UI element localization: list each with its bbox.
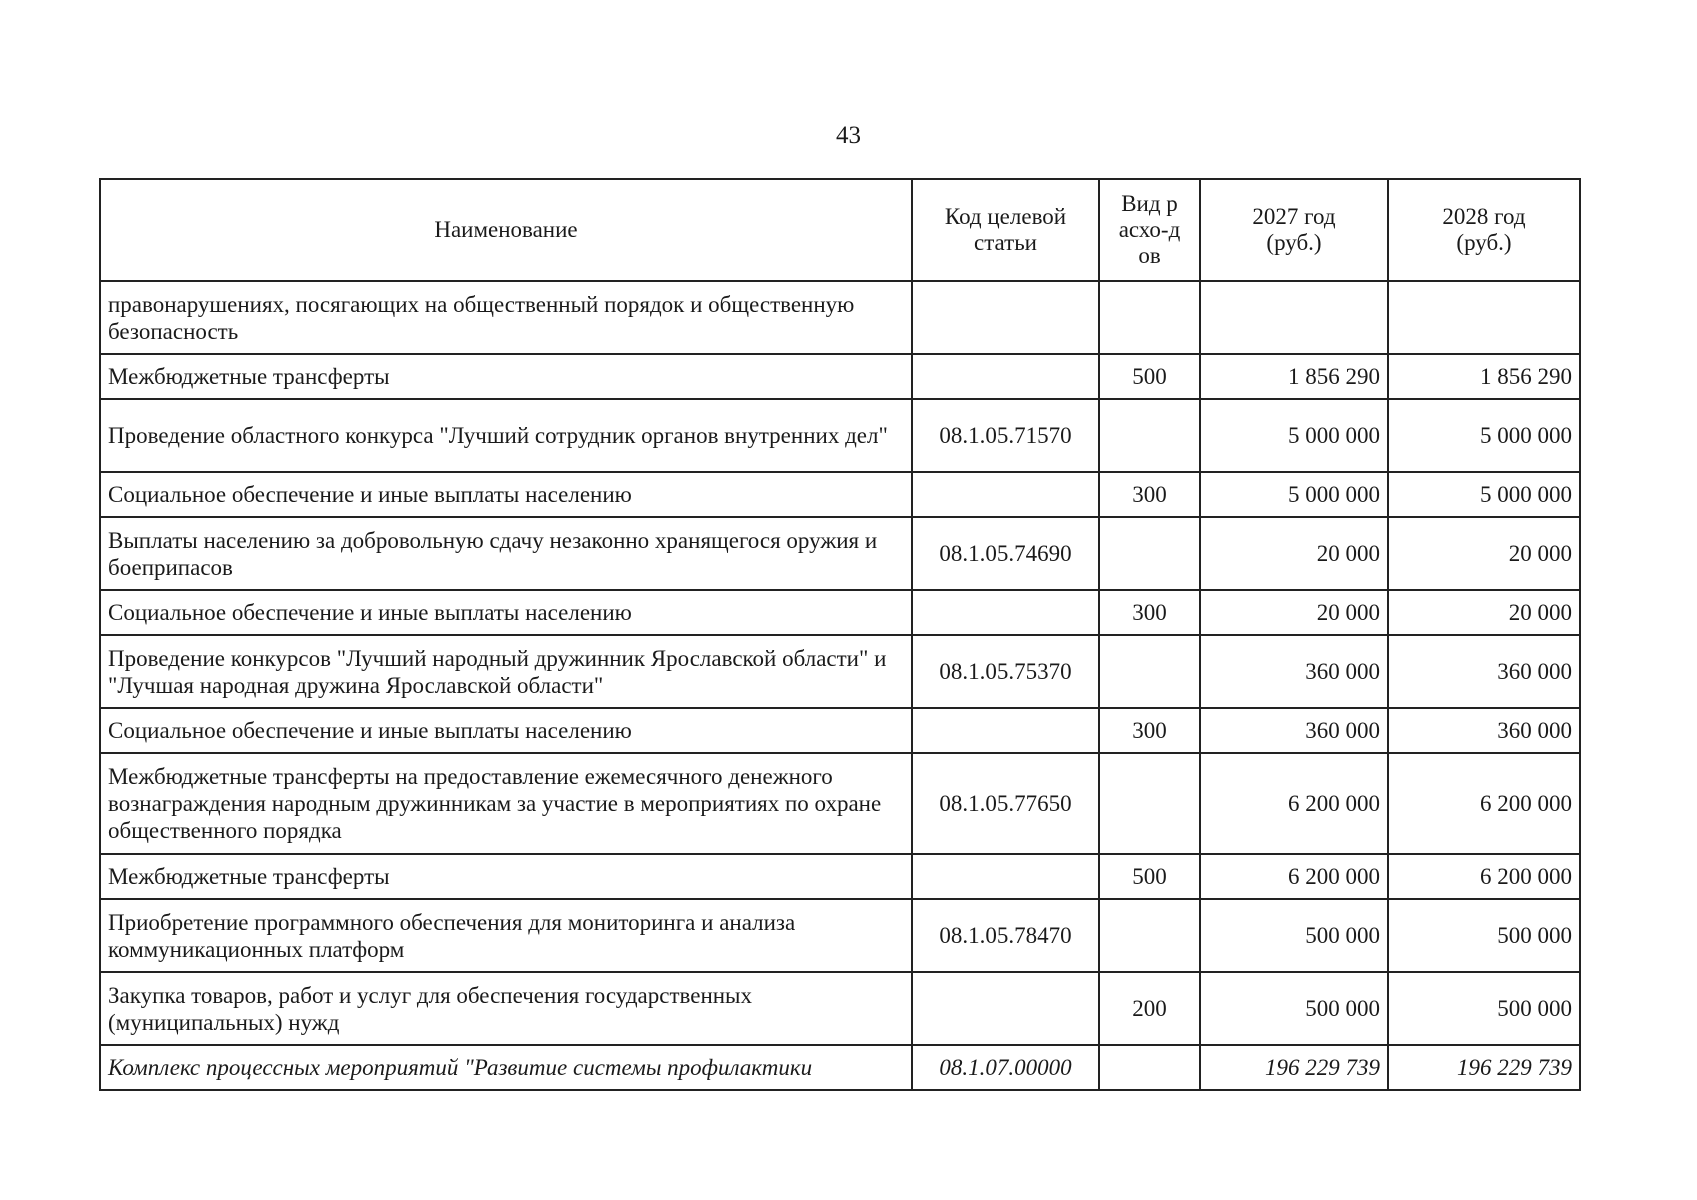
cell-2028 [1388,281,1580,354]
cell-2027: 196 229 739 [1200,1045,1388,1090]
cell-2027: 6 200 000 [1200,753,1388,854]
page-number: 43 [836,122,861,149]
cell-code [912,472,1099,517]
cell-2028: 196 229 739 [1388,1045,1580,1090]
cell-name: Межбюджетные трансферты на предоставление ежемесячного денежного вознаграждения народным дружинникам за участие в мероприятиях по охране общественного порядка [100,753,912,854]
cell-kind: 300 [1099,708,1200,753]
cell-2027: 500 000 [1200,899,1388,972]
cell-kind [1099,753,1200,854]
cell-name: Социальное обеспечение и иные выплаты населению [100,590,912,635]
cell-2028: 20 000 [1388,590,1580,635]
cell-kind [1099,899,1200,972]
cell-name: Выплаты населению за добровольную сдачу незаконно хранящегося оружия и боеприпасов [100,517,912,590]
cell-code: 08.1.05.71570 [912,399,1099,472]
cell-code: 08.1.05.77650 [912,753,1099,854]
table-row [100,899,1580,972]
cell-name: Социальное обеспечение и иные выплаты населению [100,708,912,753]
table-row [100,354,1580,399]
cell-2027: 20 000 [1200,590,1388,635]
cell-name: Приобретение программного обеспечения для мониторинга и анализа коммуникационных платформ [100,899,912,972]
table-row [100,708,1580,753]
cell-2028: 360 000 [1388,708,1580,753]
table-body [100,281,1580,1090]
cell-2028: 5 000 000 [1388,399,1580,472]
cell-name: Межбюджетные трансферты [100,354,912,399]
cell-2027: 500 000 [1200,972,1388,1045]
cell-name: Межбюджетные трансферты [100,854,912,899]
cell-code [912,281,1099,354]
cell-kind [1099,399,1200,472]
cell-2028: 500 000 [1388,899,1580,972]
header-2027-text: 2027 год (руб.) [1252,204,1336,255]
cell-name: правонарушениях, посягающих на общественный порядок и общественную безопасность [100,281,912,354]
cell-2028: 6 200 000 [1388,854,1580,899]
cell-kind [1099,517,1200,590]
cell-2027: 360 000 [1200,708,1388,753]
cell-2028: 6 200 000 [1388,753,1580,854]
header-2028 [1388,179,1580,281]
header-2027 [1200,179,1388,281]
header-2028-text: 2028 год (руб.) [1442,204,1526,255]
cell-name: Социальное обеспечение и иные выплаты населению [100,472,912,517]
table-row [100,1045,1580,1090]
cell-2028: 360 000 [1388,635,1580,708]
cell-code: 08.1.05.74690 [912,517,1099,590]
cell-code [912,590,1099,635]
cell-name: Комплекс процессных мероприятий "Развитие системы профилактики [100,1045,912,1090]
cell-2027: 360 000 [1200,635,1388,708]
cell-code [912,708,1099,753]
cell-2028: 500 000 [1388,972,1580,1045]
table-row [100,472,1580,517]
table-header-row [100,179,1580,281]
table-row [100,590,1580,635]
cell-2027: 6 200 000 [1200,854,1388,899]
table-row [100,753,1580,854]
table-row [100,972,1580,1045]
cell-kind: 500 [1099,854,1200,899]
cell-name: Закупка товаров, работ и услуг для обеспечения государственных (муниципальных) нужд [100,972,912,1045]
header-kind-text: Вид расхо-дов [1118,191,1181,268]
cell-2027: 5 000 000 [1200,472,1388,517]
cell-2027: 1 856 290 [1200,354,1388,399]
cell-code [912,972,1099,1045]
cell-kind [1099,1045,1200,1090]
table-row [100,399,1580,472]
cell-code [912,854,1099,899]
cell-code: 08.1.07.00000 [912,1045,1099,1090]
cell-2028: 1 856 290 [1388,354,1580,399]
cell-kind: 200 [1099,972,1200,1045]
cell-code: 08.1.05.75370 [912,635,1099,708]
cell-kind: 300 [1099,590,1200,635]
header-kind [1099,179,1200,281]
cell-kind: 300 [1099,472,1200,517]
header-name: Наименование [100,179,912,281]
cell-2028: 5 000 000 [1388,472,1580,517]
cell-name: Проведение областного конкурса "Лучший сотрудник органов внутренних дел" [100,399,912,472]
cell-kind [1099,281,1200,354]
cell-2027: 20 000 [1200,517,1388,590]
cell-name: Проведение конкурсов "Лучший народный дружинник Ярославской области" и "Лучшая народная дружина Ярославской области" [100,635,912,708]
table-row [100,635,1580,708]
cell-code: 08.1.05.78470 [912,899,1099,972]
cell-2027 [1200,281,1388,354]
cell-kind: 500 [1099,354,1200,399]
cell-2028: 20 000 [1388,517,1580,590]
budget-table [99,178,1581,1091]
cell-2027: 5 000 000 [1200,399,1388,472]
table-row [100,854,1580,899]
table-row [100,281,1580,354]
cell-code [912,354,1099,399]
table-row [100,517,1580,590]
header-code [912,179,1099,281]
cell-kind [1099,635,1200,708]
header-code-text: Код целевой статьи [944,204,1067,255]
